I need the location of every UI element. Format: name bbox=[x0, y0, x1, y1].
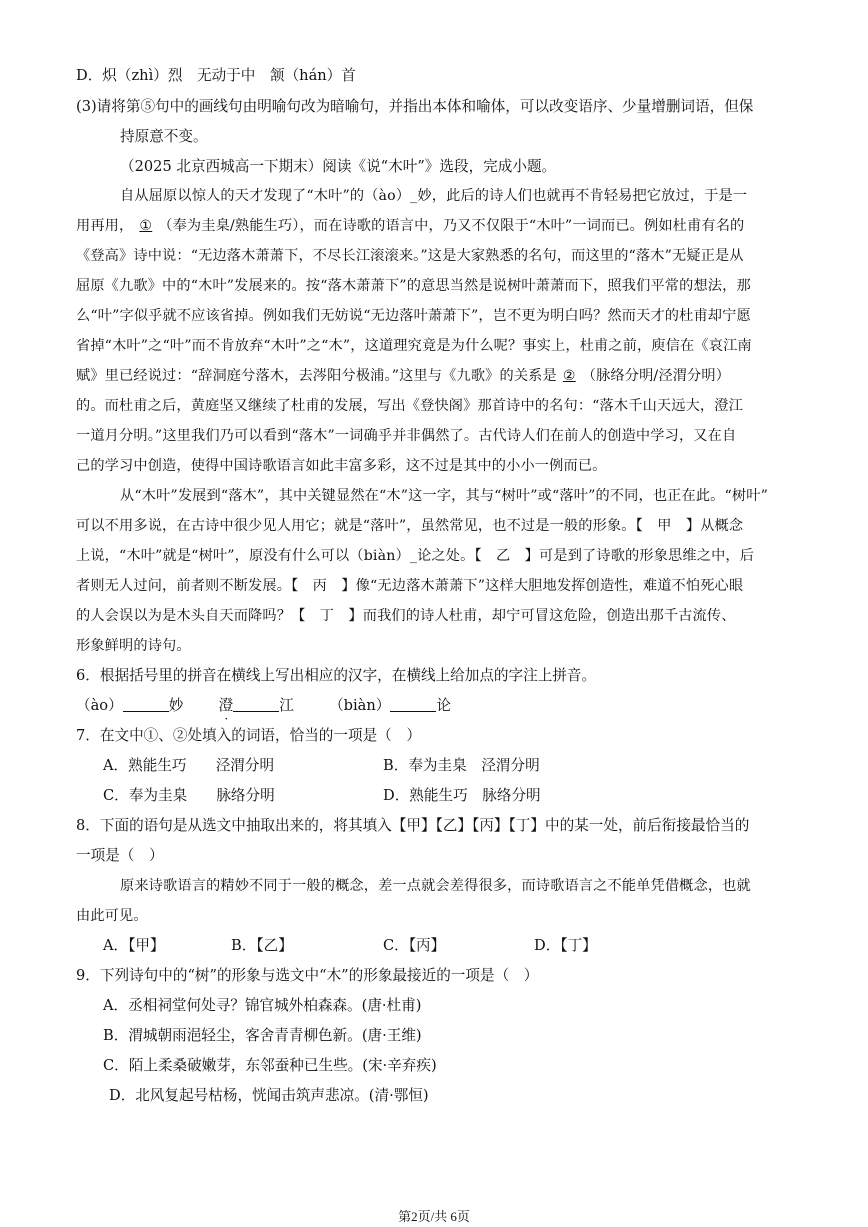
q6-blank-3[interactable] bbox=[390, 697, 436, 712]
q6-after-1: 妙 bbox=[168, 697, 184, 714]
passage-line: 一道月分明。”这里我们乃可以看到“落木”一词确乎并非偶然了。古代诗人们在前人的创造中学习，又在自 bbox=[76, 428, 737, 444]
q7-option-a[interactable]: A．熟能生巧 泾渭分明 bbox=[103, 757, 275, 774]
q9-stem: 9．下列诗句中的“树”的形象与选文中“木”的形象最接近的一项是（ ） bbox=[76, 967, 539, 984]
q7-option-c[interactable]: C．奉为圭臬 脉络分明 bbox=[103, 787, 275, 804]
q6-after-3: 论 bbox=[436, 697, 451, 714]
q6-blank-1[interactable] bbox=[123, 697, 169, 712]
q7-option-d[interactable]: D．熟能生巧 脉络分明 bbox=[383, 787, 541, 804]
q8-option-d[interactable]: D．【丁】 bbox=[534, 937, 597, 954]
q7-option-b[interactable]: B．奉为圭臬 泾渭分明 bbox=[383, 757, 540, 774]
q6-answers bbox=[76, 696, 451, 716]
q3-line-2: 持原意不变。 bbox=[120, 128, 208, 145]
passage-line bbox=[76, 366, 730, 386]
blank-marker-1: ① bbox=[139, 218, 153, 234]
passage-intro: （2025 北京西城高一下期末）阅读《说“木叶”》选段，完成小题。 bbox=[120, 158, 557, 175]
q9-option-c[interactable]: C．陌上柔桑破嫩芽，东邻蚕种已生些。(宋·辛弃疾) bbox=[103, 1057, 437, 1074]
passage-line: 己的学习中创造，使得中国诗歌语言如此丰富多彩，这不过是其中的小小一例而已。 bbox=[76, 458, 607, 474]
q9-option-b[interactable]: B．渭城朝雨浥轻尘，客舍青青柳色新。(唐·王维) bbox=[103, 1027, 422, 1044]
q8-option-c[interactable]: C．【丙】 bbox=[383, 937, 446, 954]
q9-option-a[interactable]: A．丞相祠堂何处寻？锦官城外柏森森。(唐·杜甫) bbox=[103, 997, 422, 1014]
passage-line: 自从屈原以惊人的天才发现了“木叶”的（ào）_妙，此后的诗人们也就再不肯轻易把它放过，于是一 bbox=[120, 188, 748, 204]
q8-option-b[interactable]: B．【乙】 bbox=[231, 937, 293, 954]
q6-pinyin-3: （biàn） bbox=[329, 697, 391, 714]
passage-line: 《登高》诗中说：“无边落木萧萧下，不尽长江滚滚来。”这是大家熟悉的名句，而这里的“落木”无疑正是从 bbox=[76, 248, 744, 264]
q9-option-d[interactable]: D．北风复起号枯杨，恍闻击筑声悲凉。(清·鄂恒) bbox=[109, 1087, 429, 1104]
q8-stem-2: 一项是（ ） bbox=[76, 847, 164, 864]
passage-line: 的人会误以为是木头自天而降吗？【 丁 】而我们的诗人杜甫，却宁可冒这危险，创造出那千古流传、 bbox=[76, 608, 736, 624]
q8-stem-1: 8．下面的语句是从选文中抽取出来的，将其填入【甲】【乙】【丙】【丁】中的某一处，前后衔接最恰当的 bbox=[76, 817, 750, 834]
q6-after-2: 江 bbox=[279, 697, 294, 714]
passage-line: 从“木叶”发展到“落木”，其中关键显然在“木”这一字，其与“树叶”或“落叶”的不同，也正在此。“树叶” bbox=[120, 488, 769, 504]
blank-marker-2: ② bbox=[562, 368, 576, 384]
passage-line: 屈原《九歌》中的“木叶”发展来的。按“落木萧萧下”的意思当然是说树叶萧萧而下，照我们平常的想法，那 bbox=[76, 278, 751, 294]
passage-line: 者则无人过问，前者则不断发展。【 丙 】像“无边落木萧萧下”这样大胆地发挥创造性，难道不怕死心眼 bbox=[76, 578, 744, 594]
passage-line: 上说，“木叶”就是“树叶”，原没有什么可以（biàn）_论之处。【 乙 】可是到了诗歌的形象思维之中，后 bbox=[76, 548, 755, 564]
passage-text: 赋》里已经说过：“辞洞庭兮落木，去涔阳兮极浦。”这里与《九歌》的关系是 bbox=[76, 368, 557, 384]
passage-text: （奉为圭臬/熟能生巧），而在诗歌的语言中，乃又不仅限于“木叶”一词而已。例如杜甫有名的 bbox=[158, 218, 745, 234]
passage-line: 可以不用多说，在古诗中很少见人用它；就是“落叶”，虽然常见，也不过是一般的形象。【 甲 】从概念 bbox=[76, 518, 744, 534]
q8-option-a[interactable]: A．【甲】 bbox=[103, 937, 165, 954]
passage-line bbox=[76, 216, 744, 236]
q6-stem: 6．根据括号里的拼音在横线上写出相应的汉字，在横线上给加点的字注上拼音。 bbox=[76, 667, 597, 684]
passage-line: 形象鲜明的诗句。 bbox=[76, 638, 191, 654]
passage-text: （脉络分明/泾渭分明） bbox=[581, 368, 731, 384]
q8-quote-2: 由此可见。 bbox=[76, 908, 148, 924]
q6-blank-2[interactable] bbox=[233, 697, 279, 712]
passage-text: 用再用， bbox=[76, 218, 134, 234]
passage-line: 的。而杜甫之后，黄庭坚又继续了杜甫的发展，写出《登快阁》那首诗中的名句：“落木千山天远大，澄江 bbox=[76, 398, 743, 414]
q8-quote-1: 原来诗歌语言的精妙不同于一般的概念，差一点就会差得很多，而诗歌语言之不能单凭借概念，也就 bbox=[120, 878, 751, 894]
q3-line-1: (3)请将第⑤句中的画线句由明喻句改为暗喻句，并指出本体和喻体，可以改变语序、少量增删词语，但保 bbox=[76, 98, 754, 115]
q-option-d: D．炽（zhì）烈 无动于中 颔（hán）首 bbox=[76, 67, 356, 84]
q6-pinyin-1: （ào） bbox=[76, 697, 123, 714]
passage-line: 么“叶”字似乎就不应该省掉。例如我们无妨说“无边落叶萧萧下”，岂不更为明白吗？然而天才的杜甫却宁愿 bbox=[76, 308, 751, 324]
page-footer: 第2页/共 6页 bbox=[398, 1209, 470, 1224]
q7-stem: 7．在文中①、②处填入的词语，恰当的一项是（ ） bbox=[76, 727, 421, 744]
passage-line: 省掉“木叶”之“叶”而不肯放弃“木叶”之“木”，这道理究竟是为什么呢？事实上，杜甫之前，庾信在《哀江南 bbox=[76, 338, 752, 354]
q6-dotted-char: 澄 bbox=[218, 697, 234, 714]
